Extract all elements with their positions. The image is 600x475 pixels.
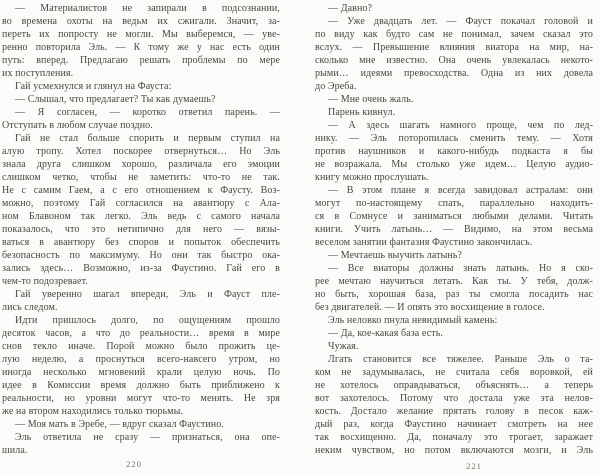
text-line: Эль неловко пнула невидимый камень: <box>328 315 498 326</box>
text-line: десяток часов, а что до реальности… время в мире <box>2 328 280 339</box>
paragraph <box>315 249 593 262</box>
text-line: переть их попросту не могли. Мы выберемся, — уве- <box>2 29 280 40</box>
text-line: — Материалистов не запирали в подсознании, <box>15 3 280 14</box>
text-line: — А здесь шагать намного проще, чем по лед- <box>328 120 593 131</box>
text-line: лись следом. <box>2 302 58 313</box>
text-line: же на втором находились только тюрьмы. <box>2 406 184 417</box>
text-line: — В этом плане я всегда завидовал астралам: они <box>328 185 593 196</box>
text-line: вот захотелось. Потому что достала уже эта нелов- <box>315 393 593 404</box>
text-line: Эль ответила не сразу — признаться, она опе- <box>15 432 280 443</box>
text-line: во времена охоты на ведьм их сжигали. Значит, за- <box>2 16 280 27</box>
text-line: показалось, что это нетипично для него — вязы- <box>2 224 280 235</box>
paragraph <box>2 288 280 314</box>
text-line: сколько мне известно. Она очень увлекалась некото- <box>315 55 593 66</box>
paragraph <box>2 314 280 418</box>
text-line: их поступления. <box>2 68 74 79</box>
paragraph <box>315 106 593 119</box>
text-line: дый раз, когда Фаустино начинает смотреть на нее <box>315 419 593 430</box>
text-line: ком не задумывалась, не считала себя воровкой, ей <box>315 367 593 378</box>
text-line: зались здесь… Возможно, из-за Фаустино. Гай его в <box>2 263 280 274</box>
text-line: алую тропу. Хотел поскорее отвернуться… Но Эль <box>2 146 280 157</box>
text-line: против наушников и какого-нибудь подкаста я бы <box>315 146 593 157</box>
text-line: Лгать становится все тяжелее. Раньше Эль о та- <box>328 354 593 365</box>
text-line: — Я согласен, — коротко ответил парень. — <box>15 107 280 118</box>
text-line: — Все виаторы должны знать латынь. Но я ско- <box>328 263 593 274</box>
paragraph <box>315 184 593 249</box>
text-line: книгу можно прослушать. <box>315 172 429 183</box>
text-line: Гай не стал больше спорить и первым ступил на <box>15 133 280 144</box>
text-line: вслух. — Превышение влияния виатора на мир, на- <box>315 42 593 53</box>
text-line: веселом занятии фантазия Фаустино закончилась. <box>315 237 533 248</box>
text-line: до Эреба. <box>315 81 357 92</box>
text-line: иногда несколько мгновений крали целую ночь. По <box>2 367 280 378</box>
paragraph <box>2 431 280 457</box>
paragraph <box>2 418 280 431</box>
text-line: — Давно? <box>328 3 373 14</box>
right-page-number: 221 <box>466 461 482 471</box>
paragraph <box>315 353 593 457</box>
text-line: можно, поэтому Гай согласился на авантюру с Ала- <box>2 198 280 209</box>
paragraph <box>315 119 593 184</box>
text-line: Идти пришлось долго, по ощущениям прошло <box>15 315 280 326</box>
text-line: ренно повторила Эль. — К тому же у нас есть один <box>2 42 280 53</box>
text-line: — Мне очень жаль. <box>328 94 414 105</box>
paragraph <box>315 314 593 327</box>
text-line: Отступать в любом случае поздно. <box>2 120 153 131</box>
text-line: реальности, но уровни могут что-то менять. Не зря <box>2 393 280 404</box>
text-line: — Уже двадцать лет. — Фауст покачал головой и <box>328 16 593 27</box>
text-line: — Мечтаешь выучить латынь? <box>328 250 463 261</box>
text-line: ном Блавоном так легко. Эль ведь с самого начала <box>2 211 280 222</box>
text-line: так восхищенно. Да, поначалу это трогает, заражает <box>315 432 593 443</box>
paragraph <box>2 2 280 80</box>
text-line: без двигателей. — И опять это восхищение в голосе. <box>315 302 545 313</box>
paragraph <box>2 93 280 106</box>
right-page-text <box>315 2 593 457</box>
text-line: путь: вперед. Предлагаю решать проблемы по мере <box>2 55 280 66</box>
text-line: неким чувством, но потом включаются мозги, и Эль <box>315 445 593 456</box>
text-line: Парень кивнул. <box>328 107 396 118</box>
paragraph <box>315 327 593 340</box>
text-line: кость. Достало желание прятать голову в песок каж- <box>315 406 593 417</box>
text-line: книги. Учить латынь… — Видимо, на этом весьма <box>315 224 593 235</box>
paragraph <box>315 2 593 15</box>
text-line: но быть, хорошая база, раз ты смогла посадить нас <box>315 289 593 300</box>
text-line: ваться в авантюру без споров и попыток обеспечить <box>2 237 280 248</box>
paragraph <box>2 106 280 132</box>
text-line: знала друга слишком хорошо, различала его эмоции <box>2 159 280 170</box>
text-line: ся в Сомнусе и заниматься любыми делами. Читать <box>315 211 593 222</box>
left-page-number: 220 <box>126 459 142 469</box>
paragraph <box>2 132 280 288</box>
text-line: — Моя мать в Эребе, — вдруг сказал Фаустино. <box>15 419 224 430</box>
text-line: чем-то подозревает. <box>2 276 88 287</box>
paragraph <box>2 80 280 93</box>
text-line: — Да, кое-какая база есть. <box>328 328 443 339</box>
text-line: нику. — Эль поторопилась сменить тему. — Хотя <box>315 133 593 144</box>
text-line: идее в Комиссии время должно быть приближено к <box>2 380 280 391</box>
text-line: слишком четко, чтобы не заметить: что-то не так. <box>2 172 280 183</box>
text-line: безопасность по максимуму. Но они так быстро ока- <box>2 250 280 261</box>
text-line: не хотелось оправдываться, объяснять… а теперь <box>315 380 593 391</box>
text-line: рее мечтаю научиться летать. Как ты. У тебя, долж- <box>315 276 593 287</box>
paragraph <box>315 262 593 314</box>
text-line: Гай уверенно шагал впереди, Эль и Фауст пле- <box>15 289 280 300</box>
text-line: — Слышал, что предлагает? Ты как думаешь? <box>15 94 216 105</box>
paragraph <box>315 15 593 93</box>
text-line: Не с самим Гаем, а с его отношением к Фаусту. Воз- <box>2 185 280 196</box>
text-line: рыми… идеями превосходства. Одна из них довела <box>315 68 593 79</box>
paragraph <box>315 93 593 106</box>
text-line: снов текло иначе. Порой можно было прожить це- <box>2 341 280 352</box>
text-line: Чужая. <box>328 341 359 352</box>
left-page-text <box>2 2 280 457</box>
text-line: Гай усмехнулся и глянул на Фауста: <box>15 81 172 92</box>
text-line: лую неделю, а проснуться всего-навсего утром, но <box>2 354 280 365</box>
text-line: шила. <box>2 445 28 456</box>
text-line: по виду как будто сам не понимал, зачем сказал это <box>315 29 593 40</box>
text-line: могут по-настоящему спать, параллельно находить- <box>315 198 593 209</box>
paragraph <box>315 340 593 353</box>
text-line: не возражала. Мы столько уже идем… Целую аудио- <box>315 159 593 170</box>
